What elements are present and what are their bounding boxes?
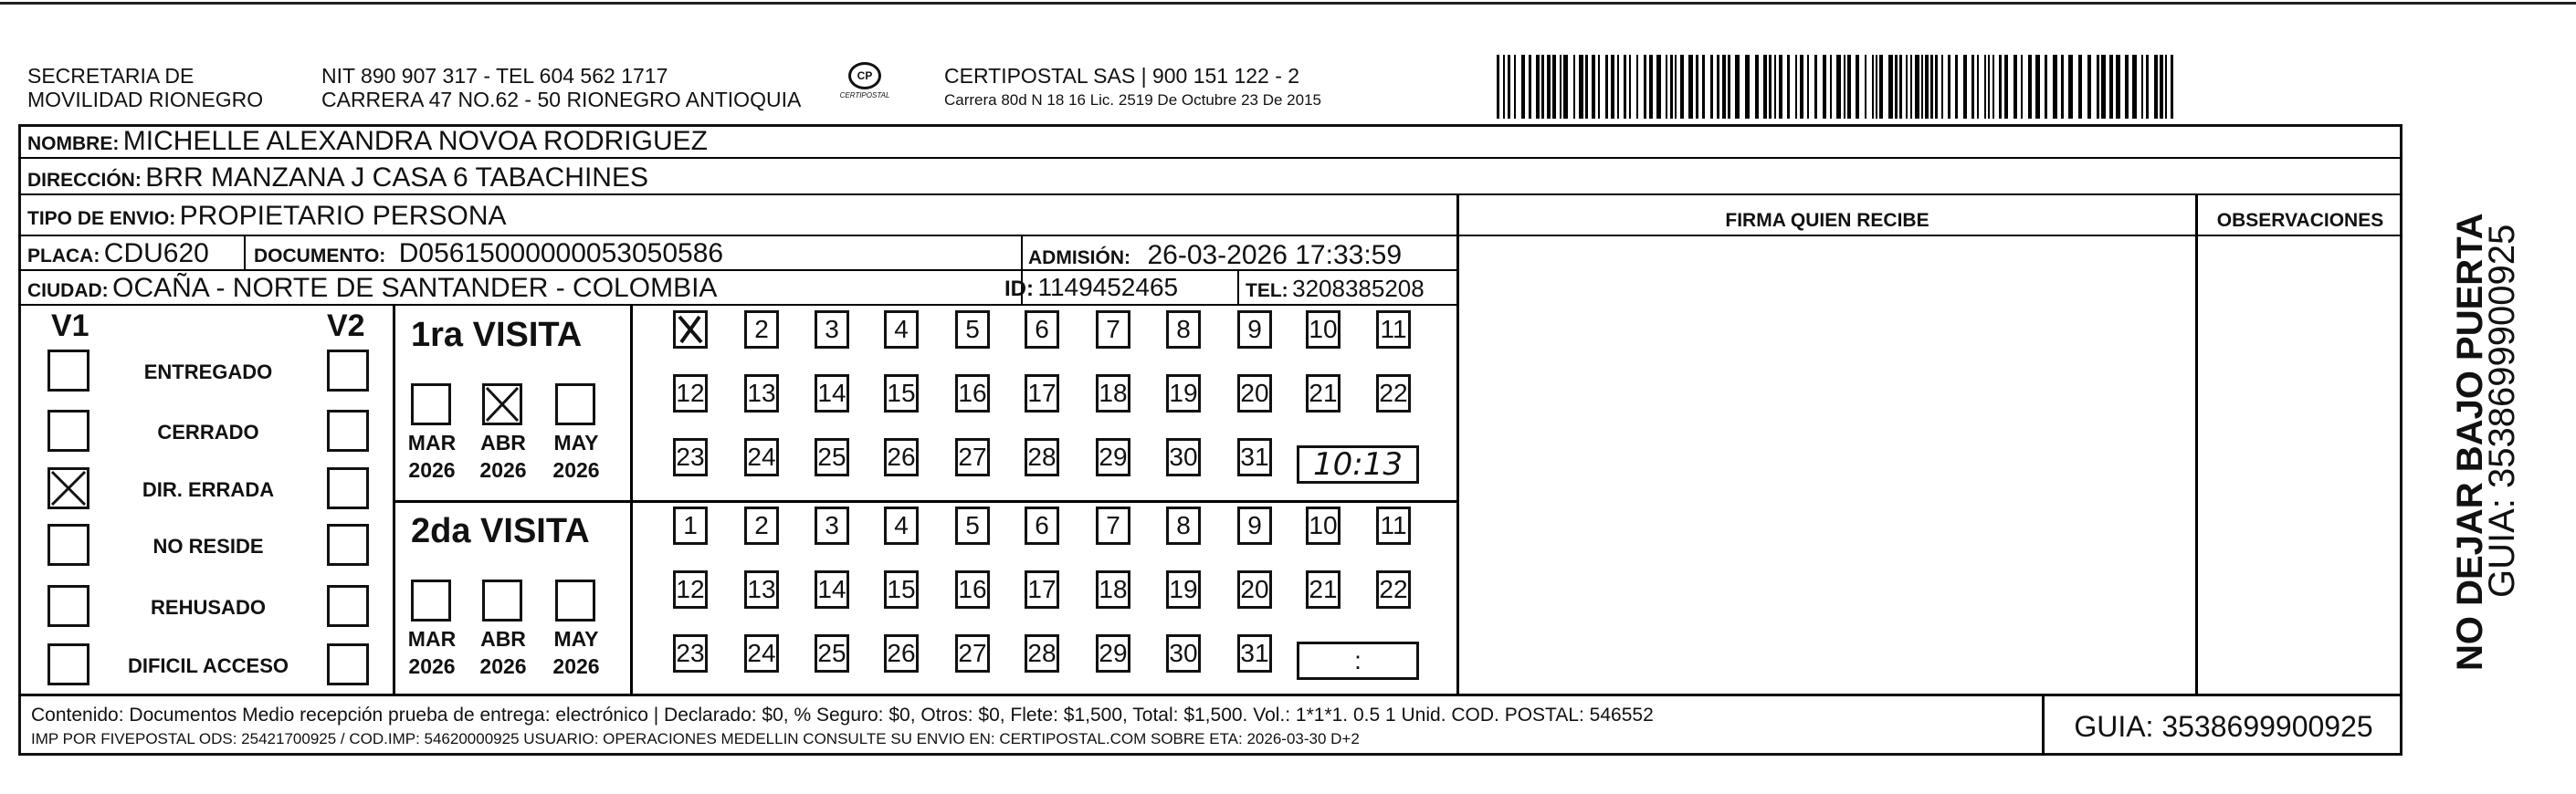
month-name: MAR bbox=[407, 431, 457, 454]
v2-checkbox[interactable] bbox=[327, 350, 369, 392]
month-checkbox[interactable] bbox=[555, 383, 595, 425]
v1-checkbox[interactable] bbox=[47, 350, 89, 392]
x-mark-icon bbox=[676, 313, 705, 346]
day-box[interactable]: 21 bbox=[1306, 570, 1341, 609]
admision-label: ADMISIÓN: bbox=[1028, 247, 1130, 268]
day-box[interactable]: 2 bbox=[744, 507, 779, 545]
direccion-field bbox=[27, 164, 648, 192]
placa-field bbox=[27, 240, 209, 267]
day-box[interactable]: 23 bbox=[673, 634, 708, 673]
direccion-label: DIRECCIÓN: bbox=[27, 170, 142, 191]
day-box[interactable]: 14 bbox=[815, 570, 849, 609]
month-name: ABR bbox=[480, 627, 526, 651]
tipo-envio-value: PROPIETARIO PERSONA bbox=[179, 201, 507, 231]
ciudad-field bbox=[27, 275, 717, 302]
day-box[interactable]: 27 bbox=[955, 634, 990, 673]
day-box[interactable]: 28 bbox=[1025, 634, 1059, 673]
month-year: 2026 bbox=[408, 654, 456, 678]
v1-header: V1 bbox=[51, 308, 89, 343]
side-warning: NO DEJAR BAJO PUERTA bbox=[2450, 213, 2490, 671]
month-label bbox=[471, 625, 535, 680]
tipo-envio-field bbox=[27, 203, 507, 230]
day-box[interactable]: 5 bbox=[955, 310, 990, 349]
month-label bbox=[544, 429, 608, 484]
documento-field bbox=[254, 240, 723, 267]
day-box[interactable]: 25 bbox=[815, 634, 849, 673]
id-field bbox=[1004, 275, 1178, 300]
tel-value: 3208385208 bbox=[1292, 275, 1425, 302]
nombre-field bbox=[27, 128, 708, 155]
day-box[interactable]: 10 bbox=[1306, 507, 1341, 545]
month-year: 2026 bbox=[552, 458, 600, 482]
day-box[interactable]: 1 bbox=[673, 507, 708, 545]
status-label: NO RESIDE bbox=[152, 535, 264, 558]
direccion-value: BRR MANZANA J CASA 6 TABACHINES bbox=[145, 162, 648, 193]
month-label bbox=[400, 625, 464, 680]
day-box[interactable]: 17 bbox=[1025, 570, 1059, 609]
day-box[interactable]: 7 bbox=[1096, 310, 1130, 349]
day-box[interactable]: 14 bbox=[815, 374, 849, 413]
v2-checkbox[interactable] bbox=[327, 467, 369, 509]
month-name: MAY bbox=[553, 627, 599, 651]
day-box[interactable]: 20 bbox=[1237, 374, 1272, 413]
day-box[interactable]: 3 bbox=[815, 310, 849, 349]
v2-checkbox[interactable] bbox=[327, 410, 369, 452]
documento-label: DOCUMENTO: bbox=[254, 246, 386, 266]
ciudad-value: OCAÑA - NORTE DE SANTANDER - COLOMBIA bbox=[112, 273, 718, 303]
x-mark-icon bbox=[50, 470, 87, 507]
v2-checkbox[interactable] bbox=[327, 585, 369, 627]
tel-field bbox=[1246, 277, 1425, 300]
day-box[interactable] bbox=[673, 310, 708, 349]
nombre-value: MICHELLE ALEXANDRA NOVOA RODRIGUEZ bbox=[122, 126, 708, 156]
admision-value: 26-03-2026 17:33:59 bbox=[1147, 240, 1403, 270]
day-box[interactable]: 18 bbox=[1096, 374, 1130, 413]
day-box[interactable]: 11 bbox=[1376, 507, 1411, 545]
day-box[interactable]: 26 bbox=[884, 438, 919, 476]
courier-name: CERTIPOSTAL SAS | 900 151 122 - 2 bbox=[944, 64, 1300, 88]
tel-label: TEL: bbox=[1246, 280, 1288, 301]
v1-checkbox[interactable] bbox=[47, 467, 89, 509]
day-box[interactable]: 20 bbox=[1237, 570, 1272, 609]
day-box[interactable]: 31 bbox=[1237, 634, 1272, 673]
issuer-name: SECRETARIA DE bbox=[27, 64, 195, 88]
barcode bbox=[1495, 55, 2178, 119]
side-guia: GUIA: 3538699900925 bbox=[2482, 224, 2522, 598]
day-box[interactable]: 19 bbox=[1166, 374, 1201, 413]
courier-license: Carrera 80d N 18 16 Lic. 2519 De Octubre 23 De 2015 bbox=[944, 91, 1321, 109]
day-box[interactable]: 11 bbox=[1376, 310, 1411, 349]
day-box[interactable]: 27 bbox=[955, 438, 990, 476]
day-box[interactable]: 15 bbox=[884, 374, 919, 413]
day-box[interactable]: 12 bbox=[673, 374, 708, 413]
day-box[interactable]: 16 bbox=[955, 570, 990, 609]
month-year: 2026 bbox=[552, 654, 600, 678]
month-label bbox=[544, 625, 608, 680]
day-box[interactable]: 26 bbox=[884, 634, 919, 673]
month-checkbox[interactable] bbox=[482, 383, 522, 425]
month-name: MAY bbox=[553, 431, 599, 454]
footer-imp: IMP POR FIVEPOSTAL ODS: 25421700925 / COD.IMP: 54620000925 USUARIO: OPERACIONES MEDELLIN CONSULTE SU ENVIO EN: CERTIPOSTAL.COM SOBRE ETA: 2026-03-30 D+2 bbox=[31, 730, 1360, 747]
month-checkbox[interactable] bbox=[482, 580, 522, 622]
day-box[interactable]: 10 bbox=[1306, 310, 1341, 349]
day-box[interactable]: 9 bbox=[1237, 507, 1272, 545]
v1-checkbox[interactable] bbox=[47, 643, 89, 685]
day-box[interactable]: 28 bbox=[1025, 438, 1059, 476]
ciudad-label: CIUDAD: bbox=[27, 280, 109, 301]
v2-checkbox[interactable] bbox=[327, 524, 369, 566]
day-box[interactable]: 4 bbox=[884, 310, 919, 349]
time-box[interactable]: : bbox=[1297, 642, 1419, 680]
status-label: ENTREGADO bbox=[143, 360, 273, 383]
certipostal-logo bbox=[833, 62, 897, 108]
barcode-graphic bbox=[1495, 55, 2178, 119]
month-checkbox[interactable] bbox=[555, 580, 595, 622]
day-box[interactable]: 2 bbox=[744, 310, 779, 349]
month-year: 2026 bbox=[479, 654, 527, 678]
v1-checkbox[interactable] bbox=[47, 585, 89, 627]
day-box[interactable]: 8 bbox=[1166, 310, 1201, 349]
day-box[interactable]: 18 bbox=[1096, 570, 1130, 609]
placa-label: PLACA: bbox=[27, 246, 100, 266]
id-value: 1149452465 bbox=[1037, 273, 1179, 301]
day-box[interactable]: 6 bbox=[1025, 310, 1059, 349]
admision-field bbox=[1028, 242, 1402, 269]
day-box[interactable]: 24 bbox=[744, 634, 779, 673]
day-box[interactable]: 15 bbox=[884, 570, 919, 609]
v1-checkbox[interactable] bbox=[47, 524, 89, 566]
month-checkbox[interactable] bbox=[411, 383, 451, 425]
day-box[interactable]: 30 bbox=[1166, 438, 1201, 476]
day-box[interactable]: 7 bbox=[1096, 507, 1130, 545]
day-box[interactable]: 24 bbox=[744, 438, 779, 476]
status-label: DIR. ERRADA bbox=[142, 478, 275, 501]
x-mark-icon bbox=[485, 386, 520, 423]
day-box[interactable]: 17 bbox=[1025, 374, 1059, 413]
day-box[interactable]: 21 bbox=[1306, 374, 1341, 413]
documento-value: D05615000000053050586 bbox=[398, 238, 724, 268]
firma-header: FIRMA QUIEN RECIBE bbox=[1725, 210, 1929, 231]
day-box[interactable]: 16 bbox=[955, 374, 990, 413]
issuer-name-line2: MOVILIDAD RIONEGRO bbox=[27, 88, 264, 111]
status-label: REHUSADO bbox=[151, 596, 266, 619]
day-box[interactable]: 3 bbox=[815, 507, 849, 545]
day-box[interactable]: 19 bbox=[1166, 570, 1201, 609]
month-name: MAR bbox=[407, 627, 457, 651]
status-label: DIFICIL ACCESO bbox=[127, 654, 289, 677]
day-box[interactable]: 25 bbox=[815, 438, 849, 476]
tipo-envio-label: TIPO DE ENVIO: bbox=[27, 208, 176, 229]
day-box[interactable]: 22 bbox=[1376, 374, 1411, 413]
day-box[interactable]: 4 bbox=[884, 507, 919, 545]
time-box[interactable]: 10:13 bbox=[1297, 445, 1419, 484]
day-box[interactable]: 31 bbox=[1237, 438, 1272, 476]
status-label: CERRADO bbox=[157, 421, 259, 444]
issuer-nit: NIT 890 907 317 - TEL 604 562 1717 bbox=[321, 64, 668, 88]
month-name: ABR bbox=[480, 431, 526, 454]
v2-checkbox[interactable] bbox=[327, 643, 369, 685]
day-box[interactable]: 6 bbox=[1025, 507, 1059, 545]
day-box[interactable]: 13 bbox=[744, 374, 779, 413]
logo-text: CERTIPOSTAL bbox=[839, 91, 890, 99]
v1-checkbox[interactable] bbox=[47, 410, 89, 452]
visit-title: 2da VISITA bbox=[411, 512, 590, 550]
placa-value: CDU620 bbox=[103, 238, 209, 268]
day-box[interactable]: 30 bbox=[1166, 634, 1201, 673]
month-year: 2026 bbox=[479, 458, 527, 482]
day-box[interactable]: 13 bbox=[744, 570, 779, 609]
id-label: ID: bbox=[1004, 277, 1034, 301]
day-box[interactable]: 8 bbox=[1166, 507, 1201, 545]
month-checkbox[interactable] bbox=[411, 580, 451, 622]
day-box[interactable]: 5 bbox=[955, 507, 990, 545]
day-box[interactable]: 23 bbox=[673, 438, 708, 476]
issuer-address: CARRERA 47 NO.62 - 50 RIONEGRO ANTIOQUIA bbox=[321, 88, 802, 111]
month-label bbox=[400, 429, 464, 484]
footer-contenido: Contenido: Documentos Medio recepción prueba de entrega: electrónico | Declarado: $0, % Seguro: $0, Otros: $0, Flete: $1,500, Total: $1,500. Vol.: 1*1*1. 0.5 1 Unid. COD. POSTAL: 546552 bbox=[31, 705, 1654, 726]
month-year: 2026 bbox=[408, 458, 456, 482]
nombre-label: NOMBRE: bbox=[27, 133, 120, 154]
day-box[interactable]: 12 bbox=[673, 570, 708, 609]
day-box[interactable]: 9 bbox=[1237, 310, 1272, 349]
day-box[interactable]: 29 bbox=[1096, 634, 1130, 673]
observaciones-header: OBSERVACIONES bbox=[2216, 210, 2384, 231]
v2-header: V2 bbox=[327, 308, 365, 343]
day-box[interactable]: 29 bbox=[1096, 438, 1130, 476]
visit-title: 1ra VISITA bbox=[411, 316, 583, 354]
logo-icon: CP bbox=[848, 62, 881, 89]
day-box[interactable]: 22 bbox=[1376, 570, 1411, 609]
month-label bbox=[471, 429, 535, 484]
footer-guia: GUIA: 3538699900925 bbox=[2074, 710, 2373, 743]
